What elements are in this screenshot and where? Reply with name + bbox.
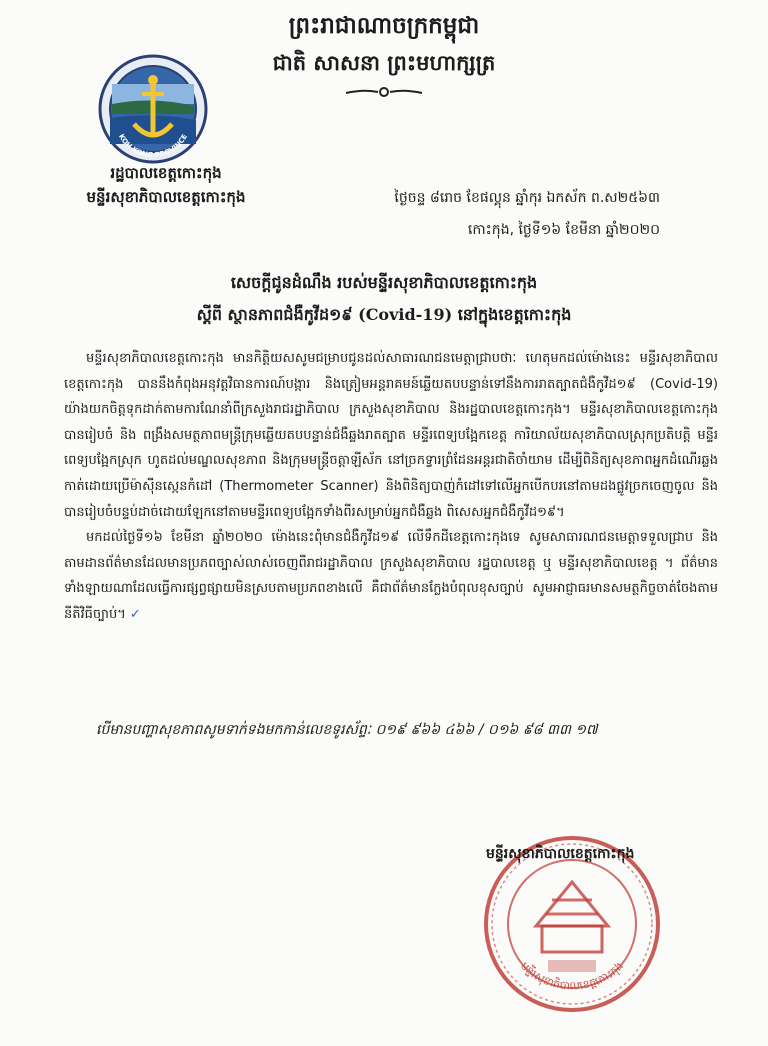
signatory-title: មន្ទីរសុខាភិបាលខេត្តកោះកុង — [486, 846, 635, 862]
national-motto: ជាតិ សាសនា ព្រះមហាក្សត្រ — [272, 50, 496, 75]
logo-caption: KOH KONG PROVINCE — [116, 132, 190, 160]
koh-kong-logo — [98, 54, 208, 164]
body-paragraph-2-text: មកដល់ថ្ងៃទី១៦ ខែមីនា ឆ្នាំ២០២០ ម៉ោងនេះពុំមានជំងឺកូវីដ១៩ លើទឹកដីខេត្តកោះកុងទេ សូមសាធារណជនមេត្តាទទួលជ្រាប និងតាមដានព័ត៌មានដែលមានប្រភពច្បាស់លាស់ចេញពីរាជរដ្ឋាភិបាល ក្រសួងសុខាភិបាល រដ្ឋបាលខេត្ត ឬ មន្ទីរសុខាភិបាលខេត្ត ។ ព័ត៌មានទាំងឡាយណាដែលធ្វើការផ្សព្វផ្សាយមិនស្របតាមប្រភពខាងលើ គឺជាព័ត៌មានក្លែងបំពុលខុសច្បាប់ សូមអាជ្ញាធរមានសមត្ថកិច្ចចាត់ចែងតាមនីតិវិធីច្បាប់។ — [64, 530, 718, 622]
issuer-department: មន្ទីរសុខាភិបាលខេត្តកោះកុង — [86, 188, 246, 206]
issuer-administration: រដ្ឋបាលខេត្តកោះកុង — [110, 164, 222, 182]
motto-ornament-icon — [344, 84, 424, 100]
document-body — [64, 346, 718, 628]
place-and-date: កោះកុង, ថ្ងៃទី១៦ ខែមីនា ឆ្នាំ២០២០ — [467, 222, 660, 238]
body-paragraph-2 — [64, 525, 718, 627]
kingdom-heading: ព្រះរាជាណាចក្រកម្ពុជា — [288, 12, 480, 39]
lunar-date: ថ្ងៃចន្ទ ៨រោច ខែផល្គុន ឆ្នាំកុរ ឯកស័ក ព.ស២៥៦៣ — [394, 190, 660, 206]
body-paragraph-1: មន្ទីរសុខាភិបាលខេត្តកោះកុង មានកិត្តិយសសូមជម្រាបជូនដល់សាធារណជនមេត្តាជ្រាបថាៈ ហេតុមកដល់ម៉ោងនេះ មន្ទីរសុខាភិបាលខេត្តកោះកុង បាននឹងកំពុងអនុវត្តវិធានការណ៍បង្ការ និងត្រៀមអន្តរាគមន៍ឆ្លើយតបបន្ទាន់ទៅនឹងការរាតត្បាតជំងឺកូវីដ១៩ (Covid-19) យ៉ាងយកចិត្តទុកដាក់តាមការណែនាំពីក្រសួងរាជរដ្ឋាភិបាល ក្រសួងសុខាភិបាល និងរដ្ឋបាលខេត្តកោះកុង។ មន្ទីរសុខាភិបាលខេត្តកោះកុង បានរៀបចំ និង ពង្រឹងសមត្ថភាពមន្ត្រីក្រុមឆ្លើយតបបន្ទាន់ជំងឺឆ្លងរាតត្បាត មន្ទីរពេទ្យបង្អែកខេត្ត ការិយាល័យសុខាភិបាលស្រុកប្រតិបត្តិ មន្ទីរពេទ្យបង្អែកស្រុក ហូតដល់មណ្ឌលសុខភាព និងក្រុមមន្ត្រីចត្តាឡីស័ក នៅច្រកទ្វារព្រំដែនអន្តរជាតិចាំយាម ដើម្បីពិនិត្យសុខភាពអ្នកដំណើរឆ្លងកាត់ដោយប្រើម៉ាស៊ីនស្កេនកំដៅ (Thermometer Scanner) និងពិនិត្យបាញ់កំដៅទៅលើអ្នកបើកបរនៅតាមដងផ្លូវច្រកចេញចូល និងបានរៀបចំបន្ទប់ដាច់ដោយឡែកនៅតាមមន្ទីរពេទ្យបង្អែកទាំងពីរសម្រាប់អ្នកជំងឺឆ្លង ពិសេសអ្នកជំងឺកូវីដ១៩។ — [64, 351, 718, 520]
hotline-contact: បើមានបញ្ហាសុខភាពសូមទាក់ទងមកកាន់លេខទូរស័ព្ទៈ ០១៩ ៩៦៦ ៤៦៦ / ០១៦ ៩៨ ៣៣ ១៧ — [96, 722, 598, 738]
checkmark-icon: ✓ — [129, 606, 141, 622]
document-title: សេចក្តីជូនដំណឹង របស់មន្ទីរសុខាភិបាលខេត្តកោះកុង — [230, 273, 538, 292]
seal-text: មន្ទីរសុខាភិបាលខេត្តកោះកុង — [517, 959, 627, 993]
document-subject: ស្តីពី ស្ថានភាពជំងឺកូវីដ១៩ (Covid-19) នៅក្នុងខេត្តកោះកុង — [196, 305, 572, 324]
